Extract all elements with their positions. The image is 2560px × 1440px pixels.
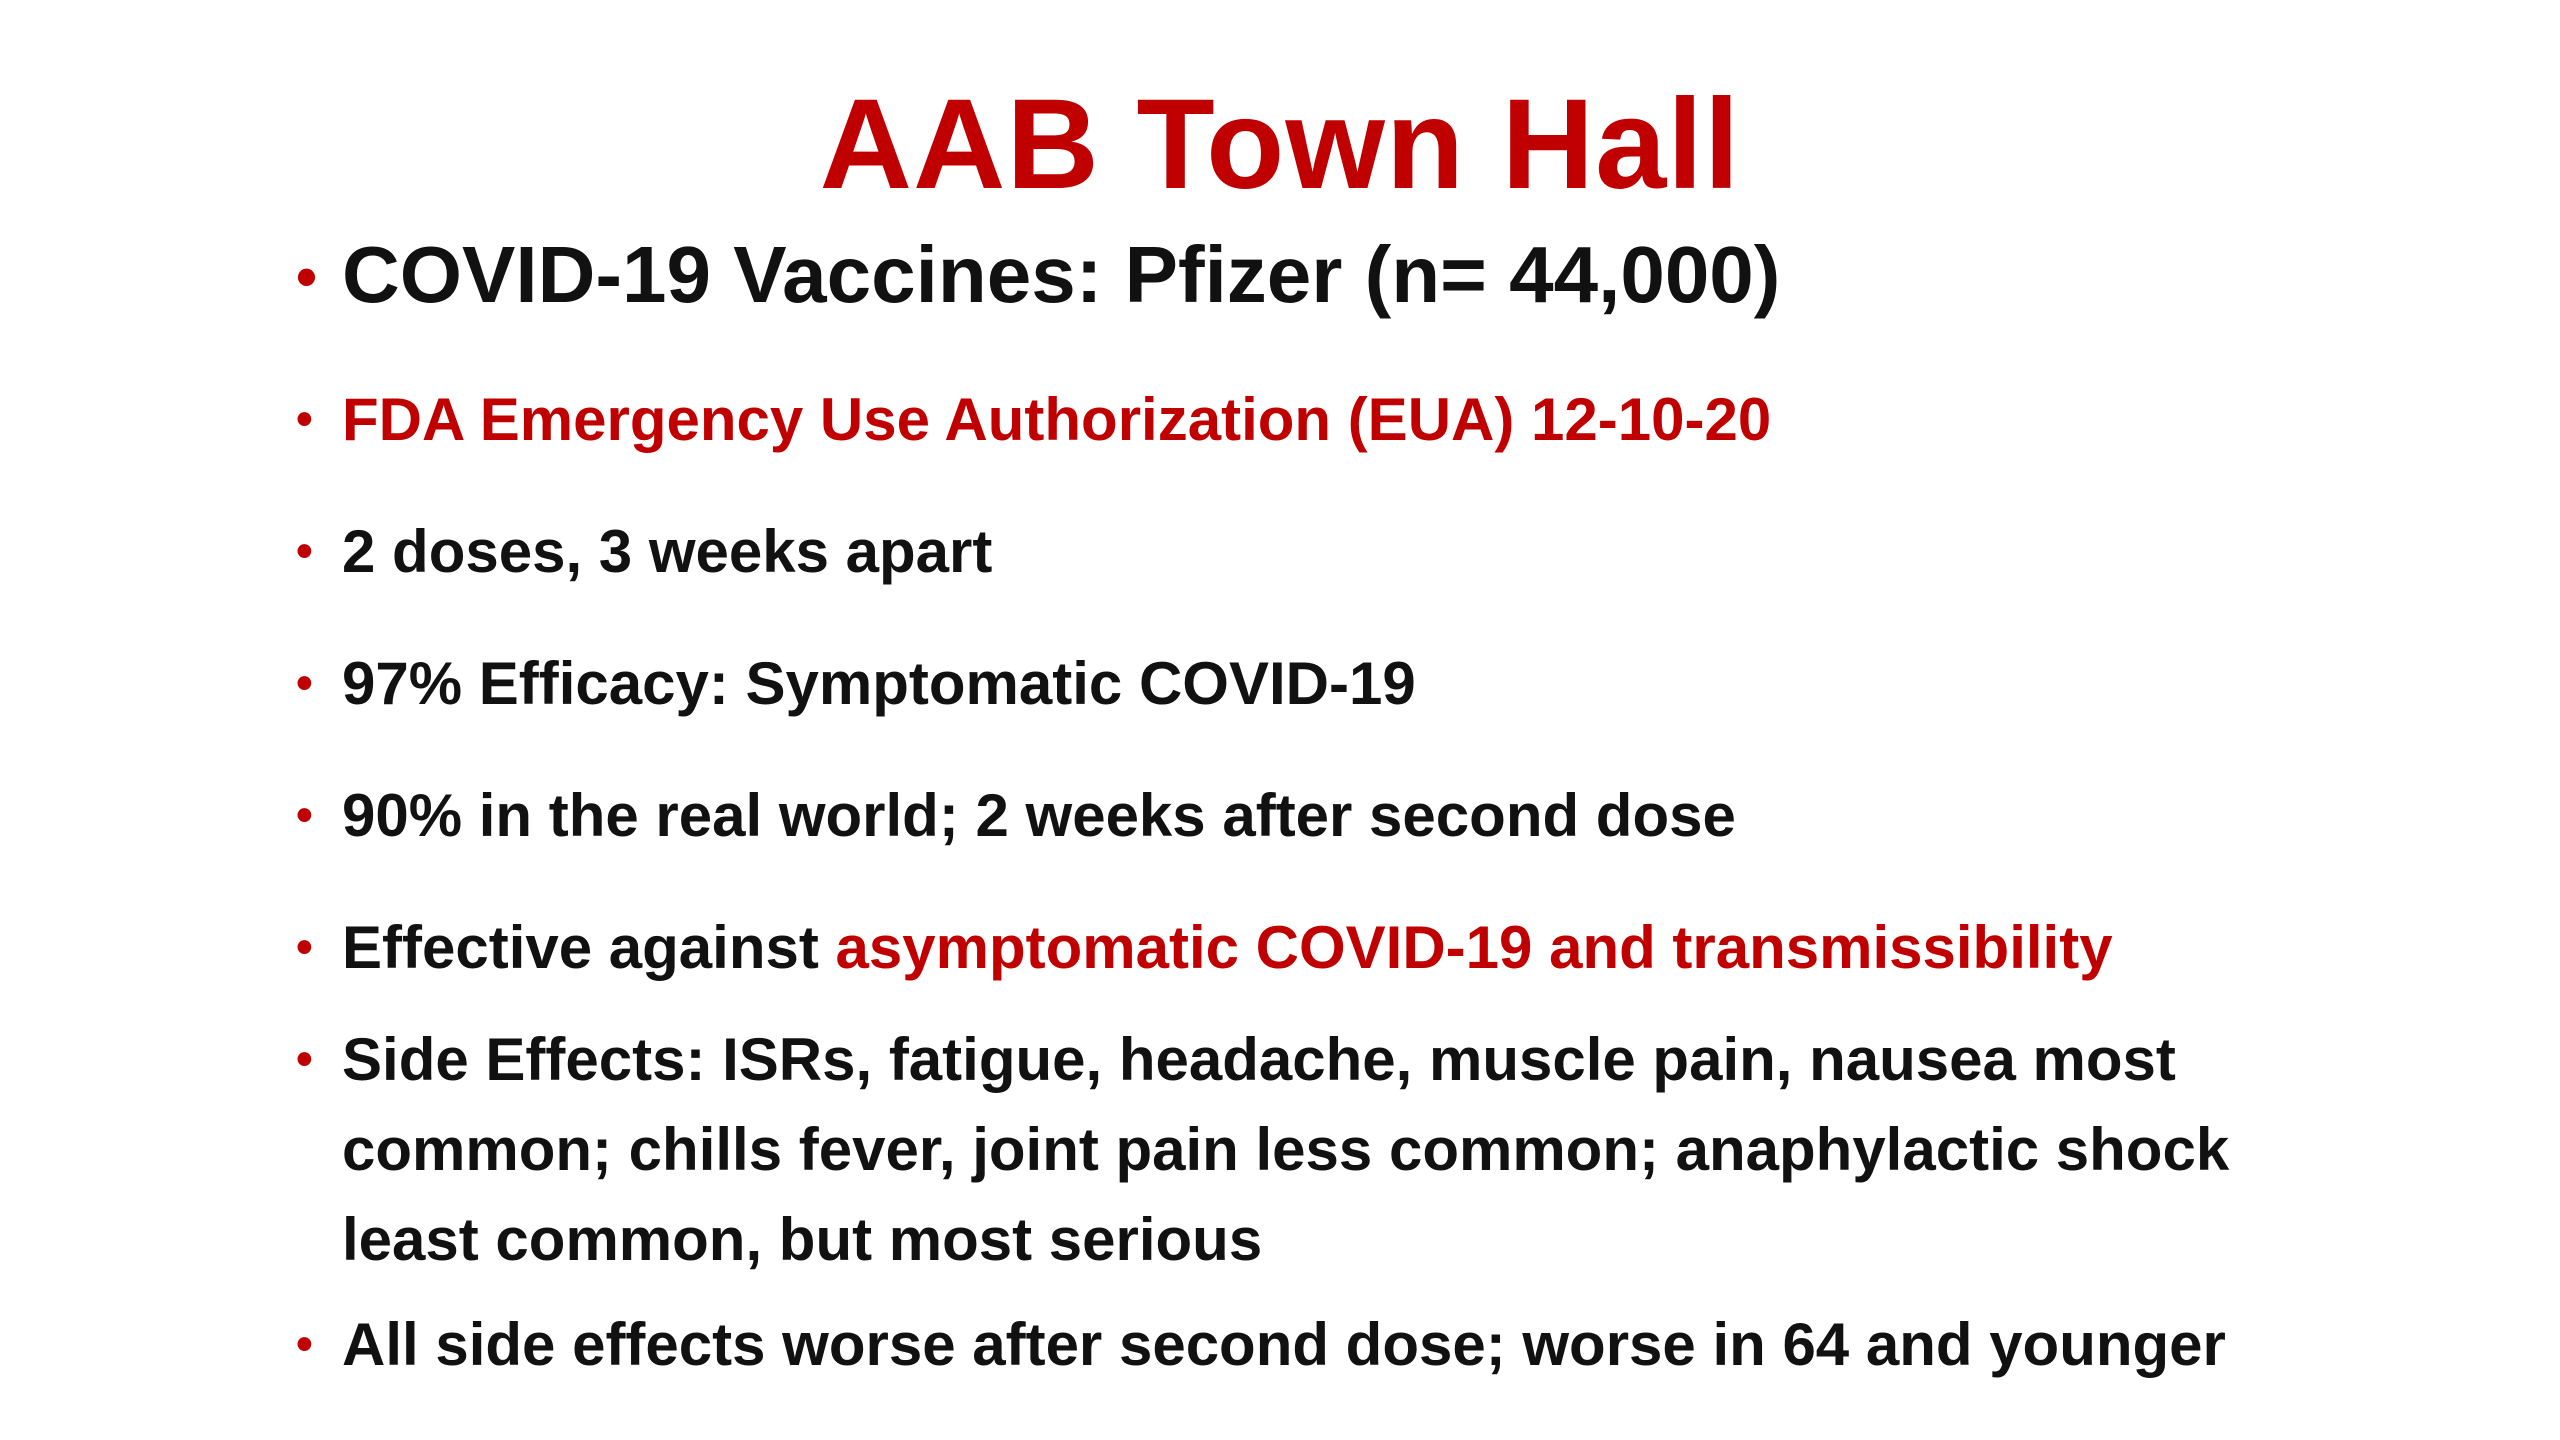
bullet-text-line: common; chills fever, joint pain less common; anaphylactic shock xyxy=(342,1116,2230,1183)
bullet-text xyxy=(342,903,2113,993)
bullet-dot: • xyxy=(296,525,313,578)
bullet-text: 97% Efficacy: Symptomatic COVID-19 xyxy=(342,650,1416,717)
main-bullet-text: COVID-19 Vaccines: Pfizer (n= 44,000) xyxy=(342,230,1781,319)
bullet-text: FDA Emergency Use Authorization (EUA) 12-10-20 xyxy=(342,386,1772,453)
bullet-dot: • xyxy=(296,393,313,446)
bullet-dot: • xyxy=(296,657,313,710)
bullet-dot: • xyxy=(296,243,318,310)
slide-title: AAB Town Hall xyxy=(819,73,1741,216)
bullet-dot: • xyxy=(296,789,313,842)
bullet-text-highlight: asymptomatic COVID-19 and transmissibility xyxy=(835,914,2113,981)
bullet-text-line: least common, but most serious xyxy=(342,1206,1263,1273)
bullet-text: 2 doses, 3 weeks apart xyxy=(342,518,993,585)
bullet-dot: • xyxy=(296,1318,313,1371)
bullet-dot: • xyxy=(296,1033,313,1086)
bullet-text: 90% in the real world; 2 weeks after second dose xyxy=(342,782,1736,849)
bullet-dot: • xyxy=(296,921,313,974)
bullet-text: All side effects worse after second dose; worse in 64 and younger xyxy=(342,1311,2226,1378)
bullet-text-prefix: Effective against xyxy=(342,914,836,981)
bullet-text-line: Side Effects: ISRs, fatigue, headache, muscle pain, nausea most xyxy=(342,1026,2176,1093)
bullet-text xyxy=(342,1015,2492,1285)
